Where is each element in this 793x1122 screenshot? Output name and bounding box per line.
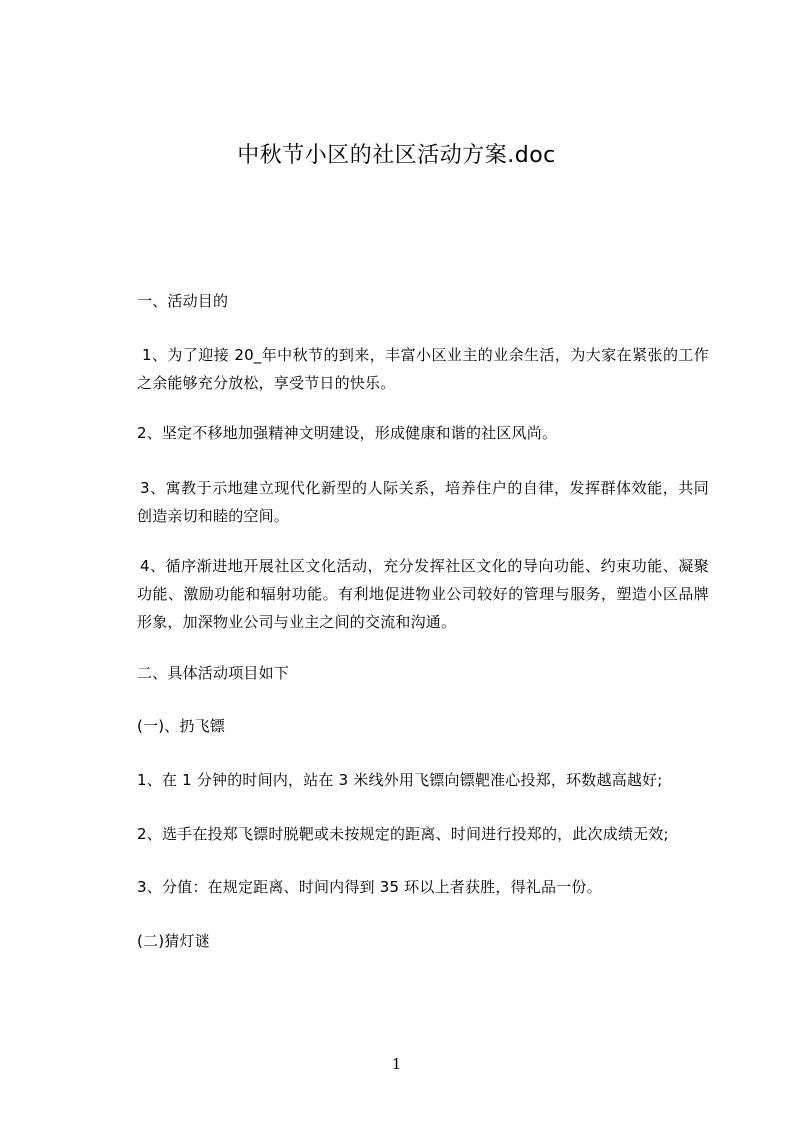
paragraph-purpose-1: 1、为了迎接 20_年中秋节的到来，丰富小区业主的业余生活，为大家在紧张的工作之余能够充分放松，享受节日的快乐。 <box>137 346 709 392</box>
document-title: 中秋节小区的社区活动方案.doc <box>237 143 556 168</box>
paragraph-purpose-2: 2、坚定不移地加强精神文明建设，形成健康和谐的社区风尚。 <box>137 424 558 442</box>
activity-heading-darts: (一)、扔飞镖 <box>137 717 226 735</box>
darts-rule-3: 3、分值：在规定距离、时间内得到 35 环以上者获胜，得礼品一份。 <box>137 878 602 896</box>
darts-rule-1: 1、在 1 分钟的时间内，站在 3 米线外用飞镖向镖靶准心投郑，环数越高越好; <box>137 771 663 789</box>
section-heading-activities: 二、具体活动项目如下 <box>137 664 290 682</box>
darts-rule-2: 2、选手在投郑飞镖时脱靶或未按规定的距离、时间进行投郑的，此次成绩无效; <box>137 825 669 843</box>
paragraph-purpose-3: 3、寓教于示地建立现代化新型的人际关系，培养住户的自律，发挥群体效能，共同创造亲切和睦的空间。 <box>137 479 709 525</box>
paragraph-purpose-4: 4、循序渐进地开展社区文化活动，充分发挥社区文化的导向功能、约束功能、凝聚功能、激励功能和辐射功能。有利地促进物业公司较好的管理与服务，塑造小区品牌形象，加深物业公司与业主之间的交流和沟通。 <box>137 557 709 631</box>
page-number: 1 <box>391 1055 402 1073</box>
section-heading-purpose: 一、活动目的 <box>137 292 229 310</box>
activity-heading-riddles: (二)猜灯谜 <box>137 932 210 950</box>
